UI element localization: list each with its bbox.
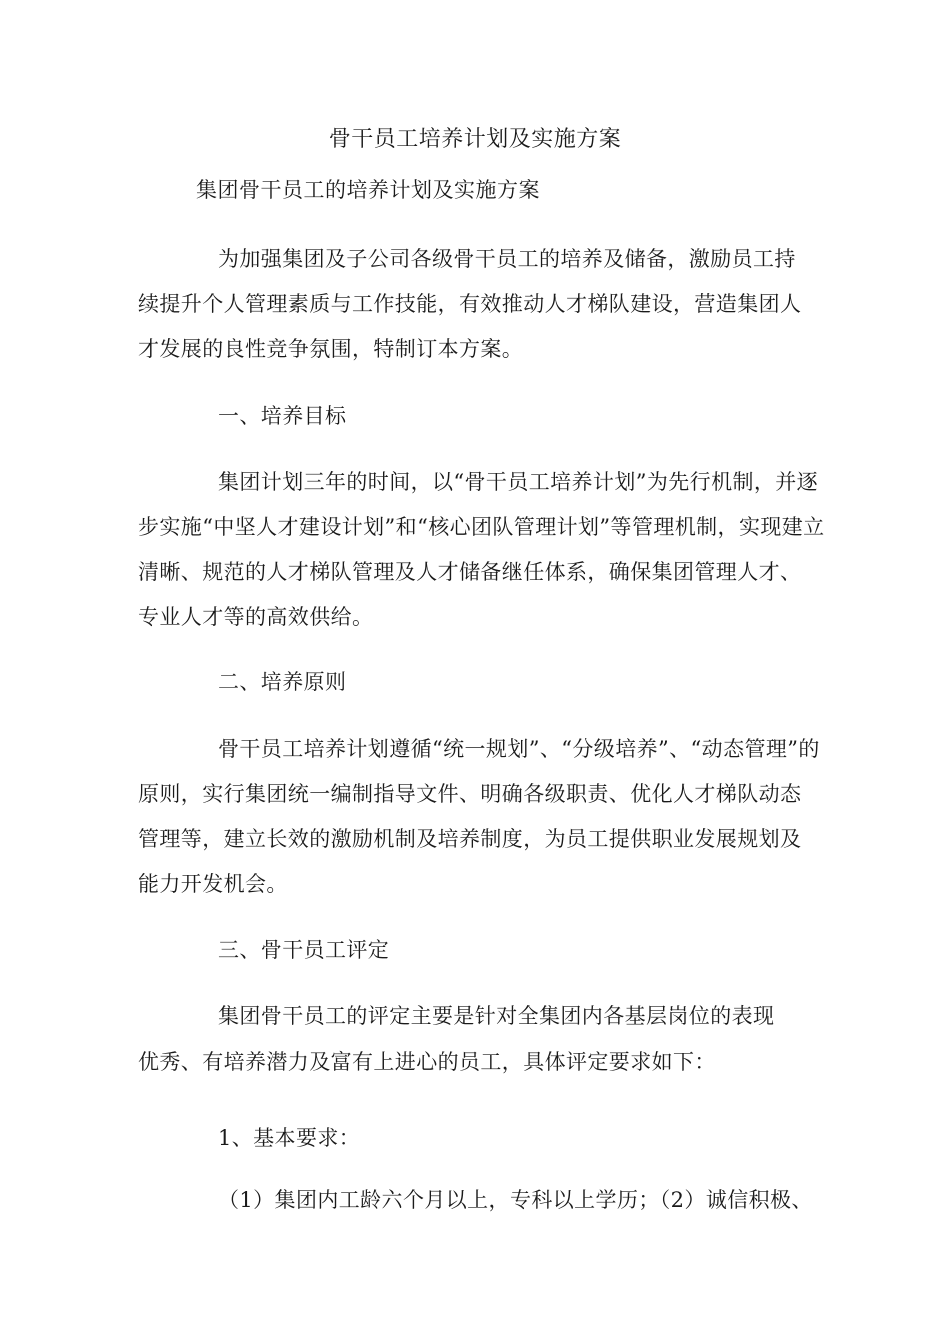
section-3-line-2: 优秀、有培养潜力及富有上进心的员工，具体评定要求如下：: [138, 1050, 716, 1074]
intro-line-2: 续提升个人管理素质与工作技能，有效推动人才梯队建设，营造集团人: [138, 292, 802, 316]
document-title: 骨干员工培养计划及实施方案: [328, 127, 622, 152]
section-1-heading: 一、培养目标: [218, 404, 347, 428]
section-3-heading: 三、骨干员工评定: [218, 938, 390, 962]
section-3-sub-line: （1）集团内工龄六个月以上，专科以上学历；（2）诚信积极、: [218, 1188, 813, 1212]
section-1-line-3: 清晰、规范的人才梯队管理及人才储备继任体系，确保集团管理人才、: [138, 560, 802, 584]
section-2-heading: 二、培养原则: [218, 670, 347, 694]
section-2-line-1: 骨干员工培养计划遵循“统一规划”、“分级培养”、“动态管理”的: [218, 737, 820, 761]
section-3-sub-heading: 1、基本要求：: [218, 1126, 361, 1150]
section-3-line-1: 集团骨干员工的评定主要是针对全集团内各基层岗位的表现: [218, 1004, 775, 1028]
section-1-line-1: 集团计划三年的时间，以“骨干员工培养计划”为先行机制，并逐: [218, 470, 819, 494]
section-2-line-2: 原则，实行集团统一编制指导文件、明确各级职责、优化人才梯队动态: [138, 782, 802, 806]
intro-line-1: 为加强集团及子公司各级骨干员工的培养及储备，激励员工持: [218, 247, 796, 271]
section-1-line-4: 专业人才等的高效供给。: [138, 605, 374, 629]
document-subtitle: 集团骨干员工的培养计划及实施方案: [196, 178, 540, 202]
section-2-line-3: 管理等，建立长效的激励机制及培养制度，为员工提供职业发展规划及: [138, 827, 802, 851]
intro-line-3: 才发展的良性竞争氛围，特制订本方案。: [138, 337, 524, 361]
section-2-line-4: 能力开发机会。: [138, 872, 288, 896]
section-1-line-2: 步实施“中坚人才建设计划”和“核心团队管理计划”等管理机制，实现建立: [138, 515, 825, 539]
